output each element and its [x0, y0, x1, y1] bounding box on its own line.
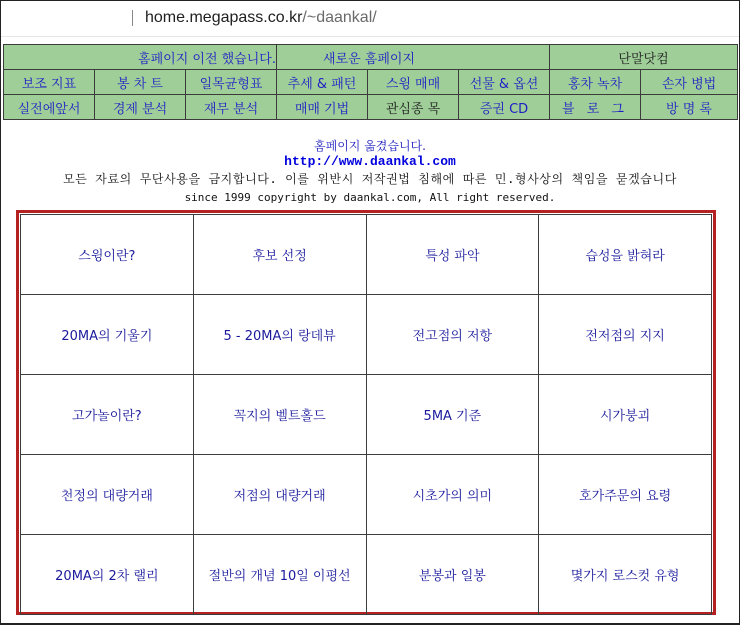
- nav-item-before-practice[interactable]: 실전에앞서: [4, 95, 95, 120]
- nav-new-home-link[interactable]: 새로운 홈페이지: [277, 45, 550, 70]
- grid-row: [21, 215, 712, 295]
- grid-link[interactable]: 절반의 개념 10일 이평선: [193, 535, 366, 615]
- grid-row: [21, 535, 712, 615]
- nav-item-indicators[interactable]: 보조 지표: [4, 70, 95, 95]
- grid-row: [21, 455, 712, 535]
- grid-link[interactable]: 습성을 밝혀라: [539, 215, 712, 295]
- topic-grid: [20, 214, 712, 615]
- grid-link[interactable]: 5 - 20MA의 랑데뷰: [193, 295, 366, 375]
- nav-item-watchlist[interactable]: 관심종 목: [368, 95, 459, 120]
- nav-item-securities-cd[interactable]: 증권 CD: [459, 95, 550, 120]
- address-bar[interactable]: [1, 1, 739, 37]
- nav-side-label: 단말닷컴: [550, 45, 738, 70]
- grid-link[interactable]: 전고점의 저항: [366, 295, 539, 375]
- grid-row: [21, 375, 712, 455]
- navigation-menu: [3, 44, 738, 120]
- grid-row: [21, 295, 712, 375]
- address-separator: [132, 10, 133, 26]
- url-text[interactable]: [145, 9, 377, 27]
- nav-item-trading-techniques[interactable]: 매매 기법: [277, 95, 368, 120]
- nav-item-economic-analysis[interactable]: 경제 분석: [95, 95, 186, 120]
- topic-grid-frame: [16, 210, 716, 615]
- grid-link[interactable]: 고가놀이란?: [21, 375, 194, 455]
- grid-link[interactable]: 5MA 기준: [366, 375, 539, 455]
- grid-link[interactable]: 저점의 대량거래: [193, 455, 366, 535]
- grid-link[interactable]: 후보 선정: [193, 215, 366, 295]
- grid-link[interactable]: 스윙이란?: [21, 215, 194, 295]
- nav-item-tea[interactable]: 홍차 녹차: [550, 70, 641, 95]
- nav-item-swing-trading[interactable]: 스윙 매매: [368, 70, 459, 95]
- nav-item-futures-options[interactable]: 선물 & 옵션: [459, 70, 550, 95]
- new-site-link[interactable]: http://www.daankal.com: [284, 154, 456, 169]
- copyright-warning: 모든 자료의 무단사용을 금지합니다. 이를 위반시 저작권법 침해에 따른 민.형사상의 책임을 묻겠습니다: [63, 172, 677, 186]
- notice-section: [0, 138, 740, 207]
- copyright-line: since 1999 copyright by daankal.com, All right reserved.: [184, 191, 556, 204]
- nav-row-2: [4, 70, 738, 95]
- grid-link[interactable]: 호가주문의 요령: [539, 455, 712, 535]
- nav-item-blog[interactable]: 블 로 그: [550, 95, 641, 120]
- url-path: /~daankal/: [302, 9, 377, 26]
- nav-item-trend-pattern[interactable]: 추세 & 패턴: [277, 70, 368, 95]
- url-host: home.megapass.co.kr: [145, 9, 303, 26]
- nav-item-art-of-war[interactable]: 손자 병법: [641, 70, 738, 95]
- nav-item-candle-chart[interactable]: 봉 차 트: [95, 70, 186, 95]
- grid-link[interactable]: 20MA의 기울기: [21, 295, 194, 375]
- moved-notice: 홈페이지 옮겼습니다.: [314, 139, 426, 153]
- grid-link[interactable]: 전저점의 지지: [539, 295, 712, 375]
- grid-link[interactable]: 20MA의 2차 랠리: [21, 535, 194, 615]
- grid-link[interactable]: 분봉과 일봉: [366, 535, 539, 615]
- nav-row-1: [4, 45, 738, 70]
- grid-link[interactable]: 몇가지 로스컷 유형: [539, 535, 712, 615]
- grid-link[interactable]: 시가붕괴: [539, 375, 712, 455]
- nav-item-guestbook[interactable]: 방 명 록: [641, 95, 738, 120]
- nav-row-3: [4, 95, 738, 120]
- nav-item-ichimoku[interactable]: 일목균형표: [186, 70, 277, 95]
- grid-link[interactable]: 시초가의 의미: [366, 455, 539, 535]
- grid-link[interactable]: 꼭지의 벨트홀드: [193, 375, 366, 455]
- nav-item-financial-analysis[interactable]: 재무 분석: [186, 95, 277, 120]
- nav-moved-link[interactable]: 홈페이지 이전 했습니다.: [4, 45, 277, 70]
- grid-link[interactable]: 천정의 대량거래: [21, 455, 194, 535]
- grid-link[interactable]: 특성 파악: [366, 215, 539, 295]
